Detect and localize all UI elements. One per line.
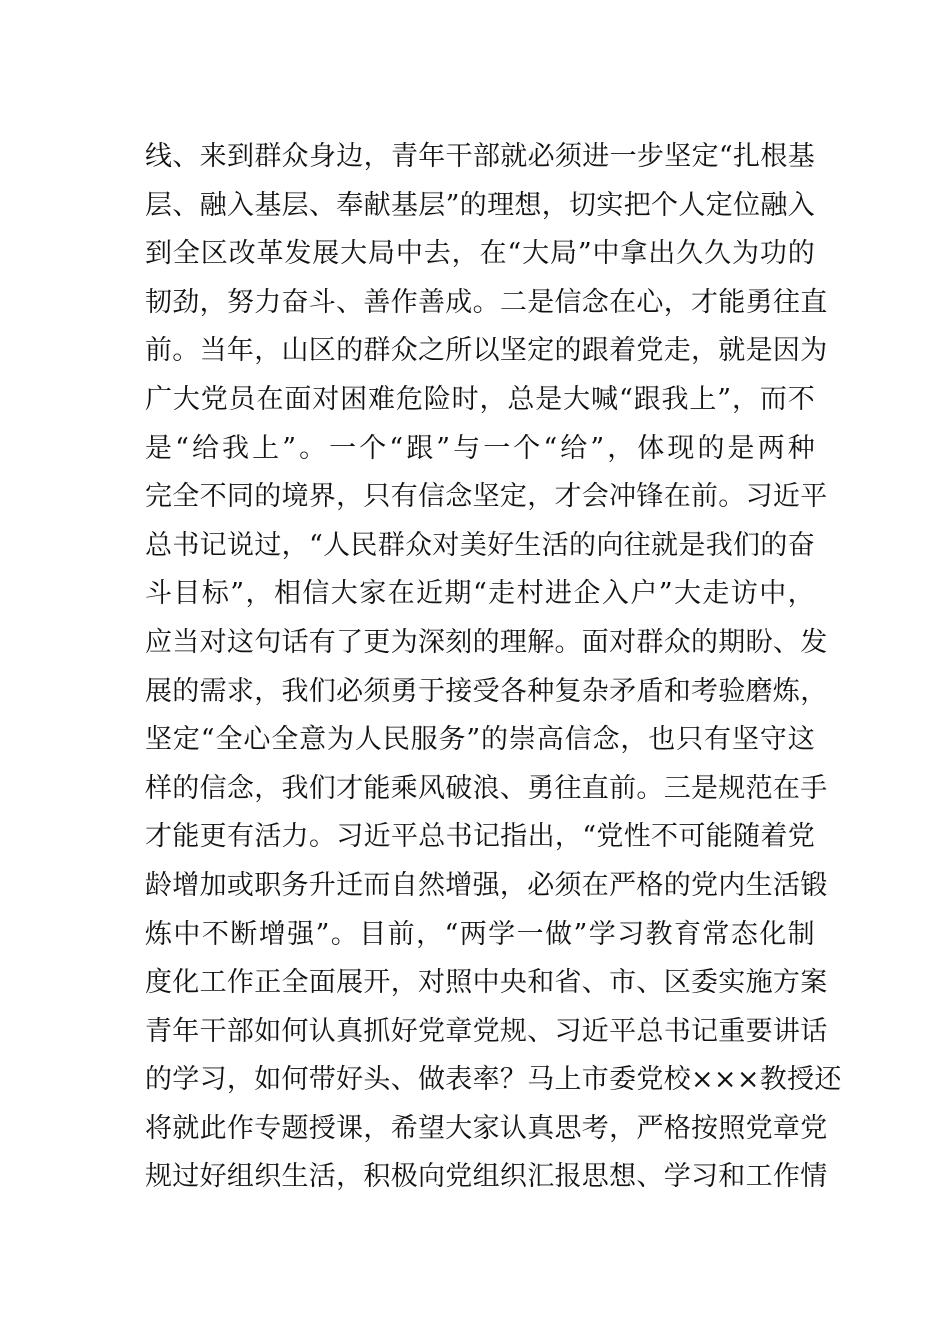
text-line: 坚定“全心全意为人民服务”的崇高信念，也只有坚守这 (145, 724, 815, 756)
text-line: 才能更有活力。习近平总书记指出，“党性不可能随着党 (145, 821, 815, 853)
body-text (145, 133, 842, 1202)
text-line: 斗目标”，相信大家在近期“走村进企入户”大走访中， (145, 578, 815, 610)
text-line: 应当对这句话有了更为深刻的理解。面对群众的期盼、发 (145, 626, 828, 658)
text-line: 的学习，如何带好头、做表率？马上市委党校×××教授还 (145, 1064, 842, 1096)
text-line: 韧劲，努力奋斗、善作善成。二是信念在心，才能勇往直 (145, 286, 828, 318)
text-line: 线、来到群众身边，青年干部就必须进一步坚定“扎根基 (145, 141, 815, 172)
text-line: 完全不同的境界，只有信念坚定，才会冲锋在前。习近平 (145, 481, 828, 513)
text-line: 前。当年，山区的群众之所以坚定的跟着党走，就是因为 (145, 335, 828, 367)
text-line: 总书记说过，“人民群众对美好生活的向往就是我们的奋 (145, 529, 815, 561)
text-line: 青年干部如何认真抓好党章党规、习近平总书记重要讲话 (145, 1015, 828, 1047)
text-line: 广大党员在面对困难危险时，总是大喊“跟我上”，而不 (145, 383, 815, 415)
text-line: 龄增加或职务升迁而自然增强，必须在严格的党内生活锻 (145, 869, 828, 901)
text-line: 度化工作正全面展开，对照中央和省、市、区委实施方案 (145, 967, 828, 999)
text-line: 展的需求，我们必须勇于接受各种复杂矛盾和考验磨炼， (145, 675, 828, 707)
text-line: 规过好组织生活，积极向党组织汇报思想、学习和工作情 (145, 1161, 828, 1193)
text-line: 层、融入基层、奉献基层”的理想，切实把个人定位融入 (145, 189, 815, 221)
text-line: 将就此作专题授课，希望大家认真思考，严格按照党章党 (145, 1112, 828, 1144)
text-line: 炼中不断增强”。目前，“两学一做”学习教育常态化制 (145, 918, 815, 950)
text-line: 是“给我上”。一个“跟”与一个“给”，体现的是两种 (145, 432, 815, 464)
text-line: 到全区改革发展大局中去，在“大局”中拿出久久为功的 (145, 238, 815, 270)
text-line: 样的信念，我们才能乘风破浪、勇往直前。三是规范在手 (145, 772, 828, 804)
